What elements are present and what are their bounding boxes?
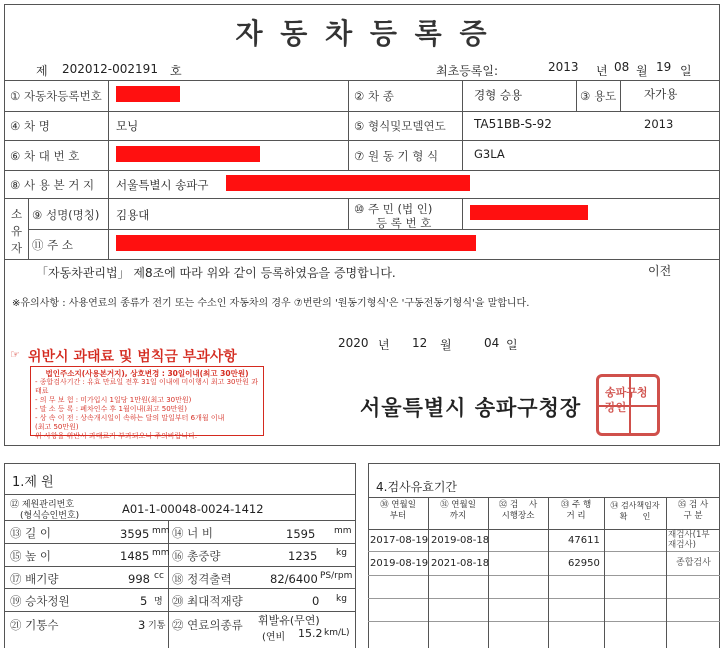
insp-row2-to: 2021-08-18 [431,558,490,569]
first-reg-month-unit: 월 [636,64,648,78]
weight-value: 1235 [288,549,318,563]
issue-month: 12 [412,336,428,350]
disp-unit: cc [154,571,164,581]
model-label: ⑤ 형식및모델연도 [354,119,446,133]
model-value: TA51BB-S-92 [474,117,552,131]
height-label: ⑮ 높 이 [10,549,52,563]
issue-month-unit: 월 [440,338,452,352]
load-label: ⑳ 최대적재량 [172,594,243,608]
penalty-line-4: - 상 속 이 전 : 상속개시일이 속하는 달의 말일부터 6개월 이내 [35,414,225,422]
cert-number: 202012-002191 [62,62,158,76]
transfer-note: 이전 [648,264,672,278]
notice-text: ※유의사항 : 사용연료의 종류가 전기 또는 수소인 자동차의 경우 ⑦번란의 '원동기형식'은 '구동전동기형식'을 말합니다. [12,298,530,309]
fuel-label: ㉒ 연료의종류 [172,618,243,632]
insp-header-from: ㉚ 연월일 부터 [380,500,416,521]
penalty-line-6: 위 사항을 위반시 과태료가 부과되오니 주의바랍니다. [35,432,198,440]
certify-text: 「자동차관리법」 제8조에 따라 위와 같이 등록하였음을 증명합니다. [36,266,396,280]
base-label: ⑧ 사 용 본 거 지 [10,178,95,192]
width-unit: mm [334,526,352,536]
power-label: ⑱ 정격출력 [172,572,232,586]
fuel-value: 휘발유(무연) [258,614,320,627]
weight-label: ⑯ 총중량 [172,549,221,563]
weight-unit: kg [336,548,347,558]
seats-label: ⑲ 승차정원 [10,594,70,608]
insp-header-mileage: ㉝ 주 행 거 리 [560,500,592,521]
document-title: 자 동 차 등 록 증 [235,17,491,50]
issue-year-unit: 년 [378,338,390,352]
official-seal [596,374,660,436]
height-unit: mm [152,548,170,558]
mgmt-label-2: (형식승인번호) [20,511,80,521]
issue-day-unit: 일 [506,338,518,352]
engine-label: ⑦ 원 동 기 형 식 [354,149,439,163]
base-value: 서울특별시 송파구 [116,178,209,192]
insp-row1-mileage: 47611 [568,535,600,546]
eff-unit: km/L) [324,628,350,638]
addr-label: ⑪ 주 소 [32,238,74,252]
cyl-label: ㉑ 기통수 [10,618,59,632]
seal-text: 송파구청장인 [605,386,648,414]
redacted-vin [116,146,260,162]
cert-number-label: 제 [36,64,48,78]
cyl-value: 3 [138,618,146,632]
seats-unit: 명 [154,597,163,607]
inspection-title: 4.검사유효기간 [376,480,458,494]
issue-year: 2020 [338,336,369,350]
id-label-2: 등 록 번 호 [376,216,432,230]
car-type-label: ② 차 종 [354,89,394,103]
first-reg-day: 19 [656,60,672,74]
car-type-value: 경형 승용 [474,88,523,102]
load-value: 0 [312,594,320,608]
power-value: 82/6400 [270,572,318,586]
id-label-1: ⑩ 주 민 (법 인) [354,202,433,216]
car-name-label: ④ 차 명 [10,119,50,133]
cert-number-suffix: 호 [170,64,182,78]
insp-row1-from: 2017-08-19 [370,535,429,546]
insp-row2-kind: 종합검사 [676,558,711,568]
use-label: ③ 용도 [580,89,617,103]
insp-header-confirm: ㉞ 검사책임자 확 인 [610,501,660,521]
width-value: 1595 [286,527,316,541]
disp-value: 998 [128,572,150,586]
insp-header-place: ㉜ 검 사 시행장소 [498,500,538,521]
insp-row2-from: 2019-08-19 [370,558,429,569]
model-year: 2013 [644,117,674,131]
insp-row1-kind: 재검사(1부 재검사) [668,530,710,550]
penalty-box [30,366,264,440]
eff-label: (연비 [262,632,286,643]
owner-group-char-3: 자 [11,241,23,255]
vin-label: ⑥ 차 대 번 호 [10,149,80,163]
cyl-unit: 기통 [148,621,166,631]
use-value: 자가용 [644,87,678,101]
insp-header-to: ㉛ 연월일 까지 [440,500,476,521]
mgmt-label-1: ⑫ 제원관리번호 [10,500,75,510]
car-name-value: 모닝 [116,119,139,133]
seats-value: 5 [140,594,148,608]
owner-group-char-2: 유 [11,224,23,238]
first-reg-year-unit: 년 [596,64,608,78]
name-value: 김용대 [116,208,150,222]
disp-label: ⑰ 배기량 [10,572,59,586]
eff-value: 15.2 [298,627,323,640]
length-unit: mm [152,526,170,536]
height-value: 1485 [120,549,150,563]
issue-day: 04 [484,336,500,350]
issuer-name: 서울특별시 송파구청장 [360,396,582,420]
insp-header-kind: ㉟ 검 사 구 분 [677,500,709,521]
first-reg-day-unit: 일 [680,64,692,78]
penalty-arrow-icon: ☞ [10,348,20,361]
penalty-line-2: - 의 무 보 험 : 미가입시 1일당 1만원(최고 30만원) [35,396,192,404]
load-unit: kg [336,594,347,604]
length-label: ⑬ 길 이 [10,526,52,540]
first-reg-year: 2013 [548,60,579,74]
redacted-base-address [226,175,470,191]
redacted-reg-no [116,86,180,102]
first-reg-label: 최초등록일: [436,64,499,78]
penalty-line-1: - 종합검사기간 : 유효 만료일 전후 31일 이내에 미이행시 최고 30만원 과태료 [35,378,258,395]
penalty-box-title: 법인주소지(사용본거지), 상호변경 : 30일이내(최고 30만원) [45,369,249,378]
insp-row1-to: 2019-08-18 [431,535,490,546]
width-label: ⑭ 너 비 [172,526,214,540]
specs-title: 1.제 원 [12,475,54,490]
penalty-heading: 위반시 과태료 및 범칙금 부과사항 [28,349,237,365]
power-unit: PS/rpm [320,571,353,581]
length-value: 3595 [120,527,150,541]
redacted-address [116,235,476,251]
first-reg-month: 08 [614,60,630,74]
name-label: ⑨ 성명(명칭) [32,208,100,222]
owner-group-char-1: 소 [11,207,23,221]
penalty-line-3: - 말 소 등 록 : 폐차인수 후 1월이내(최고 50만원) [35,405,187,413]
reg-no-label: ① 자동차등록번호 [10,89,102,103]
engine-value: G3LA [474,147,505,161]
redacted-id-number [470,205,588,220]
penalty-line-5: (최고 50만원) [35,423,79,431]
insp-row2-mileage: 62950 [568,558,600,569]
mgmt-value: A01-1-00048-0024-1412 [122,502,264,516]
